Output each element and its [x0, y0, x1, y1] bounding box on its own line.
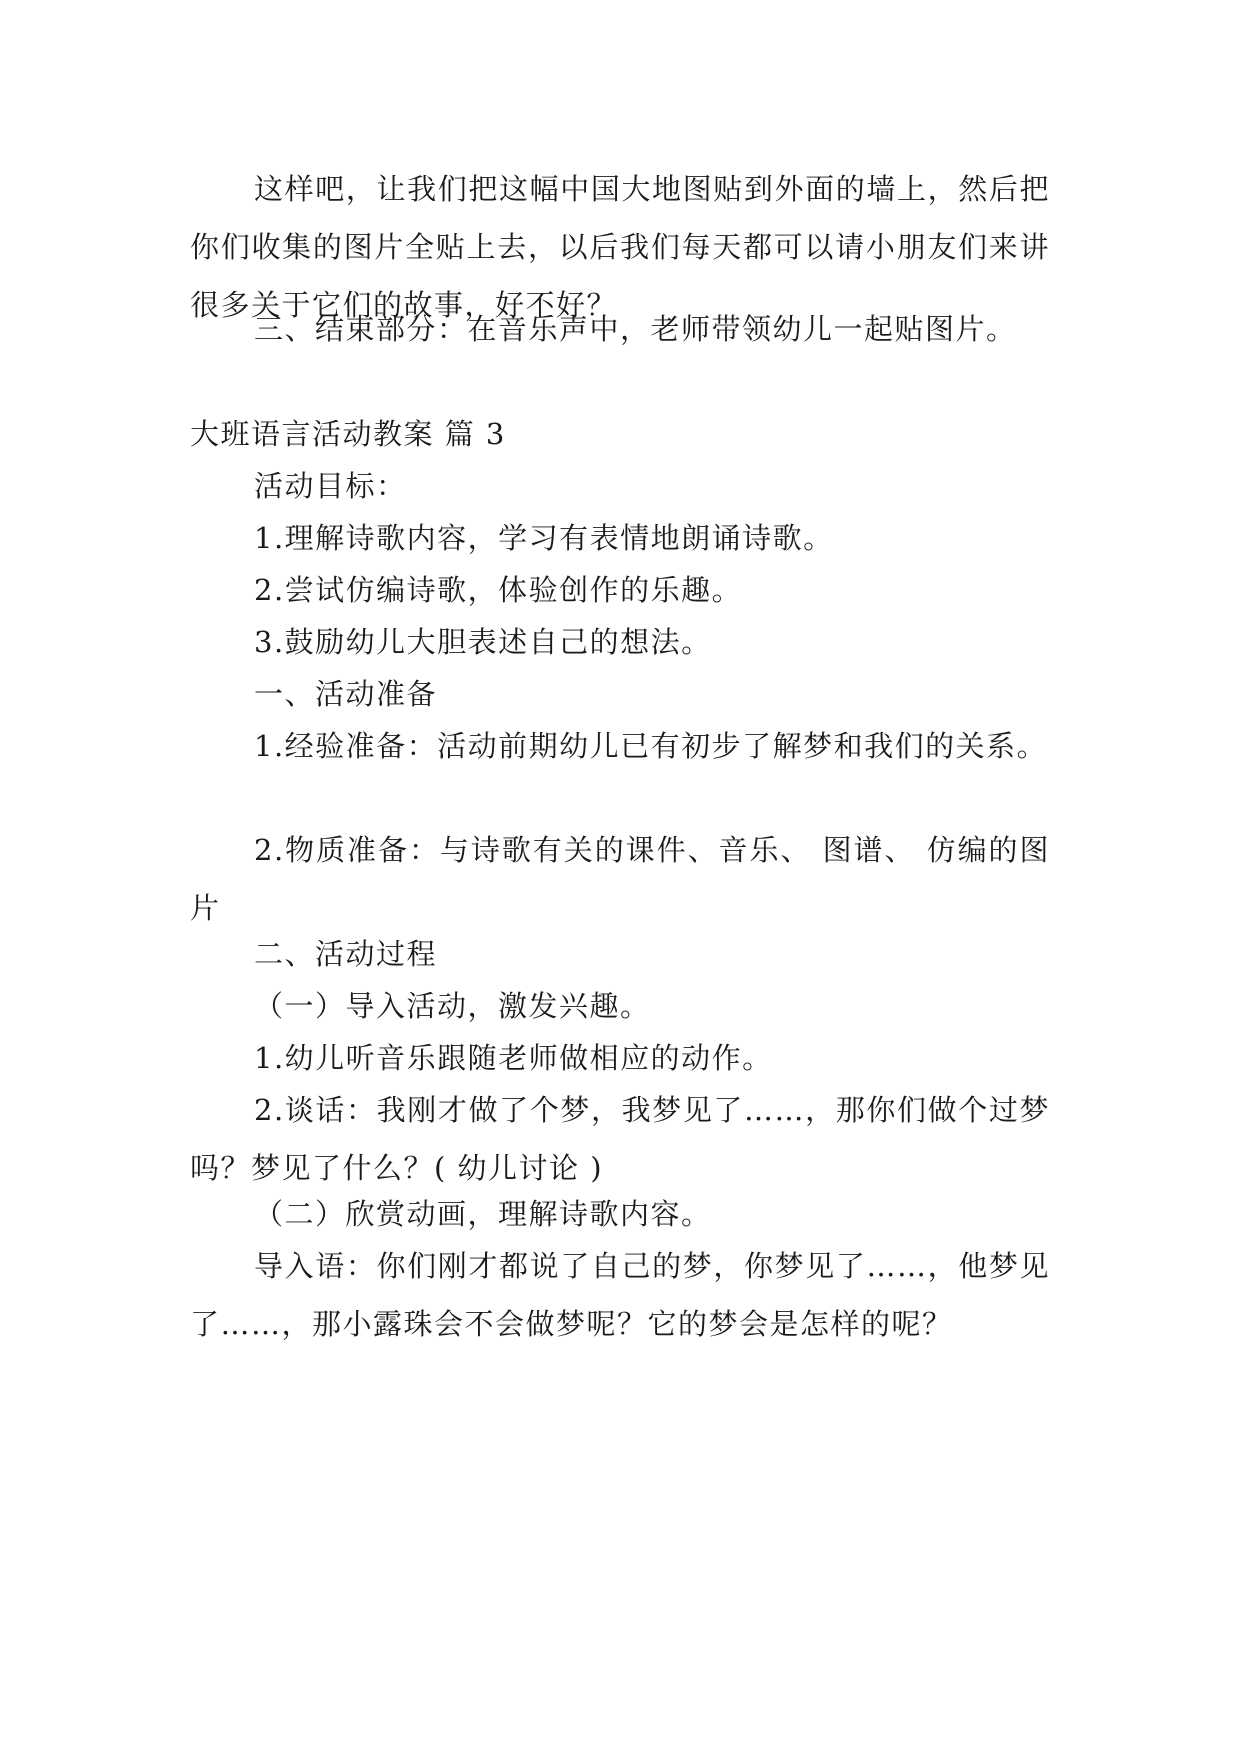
- paragraph-map-activity: 这样吧，让我们把这幅中国大地图贴到外面的墙上，然后把你们收集的图片全贴上去，以后我们每天都可以请小朋友们来讲很多关于它们的故事，好不好？: [190, 172, 1050, 322]
- paragraph-step-1: （一）导入活动，激发兴趣。: [254, 989, 651, 1023]
- paragraph-prep-experience: 1.经验准备：活动前期幼儿已有初步了解梦和我们的关系。: [254, 729, 1048, 763]
- paragraph-prep-heading: 一、活动准备: [254, 677, 438, 711]
- paragraph-intro-speech: 导入语：你们刚才都说了自己的梦，你梦见了……，他梦见了……，那小露珠会不会做梦呢？它的梦会是怎样的呢？: [190, 1249, 1050, 1341]
- paragraph-goals-label: 活动目标：: [254, 469, 407, 503]
- paragraph-goal-1: 1.理解诗歌内容，学习有表情地朗诵诗歌。: [254, 521, 834, 555]
- paragraph-prep-materials: 2.物质准备：与诗歌有关的课件、音乐、 图谱、 仿编的图片: [190, 833, 1050, 925]
- section-title: 大班语言活动教案 篇 3: [190, 417, 506, 451]
- paragraph-ending: 三、结束部分：在音乐声中，老师带领幼儿一起贴图片。: [254, 312, 1017, 346]
- paragraph-goal-2: 2.尝试仿编诗歌，体验创作的乐趣。: [254, 573, 743, 607]
- paragraph-process-heading: 二、活动过程: [254, 937, 438, 971]
- paragraph-step-2: （二）欣赏动画，理解诗歌内容。: [254, 1197, 712, 1231]
- paragraph-step-1-2: 2.谈话：我刚才做了个梦，我梦见了……，那你们做个过梦吗？梦见了什么？( 幼儿讨论 ): [190, 1093, 1050, 1185]
- paragraph-goal-3: 3.鼓励幼儿大胆表述自己的想法。: [254, 625, 712, 659]
- paragraph-step-1-1: 1.幼儿听音乐跟随老师做相应的动作。: [254, 1041, 773, 1075]
